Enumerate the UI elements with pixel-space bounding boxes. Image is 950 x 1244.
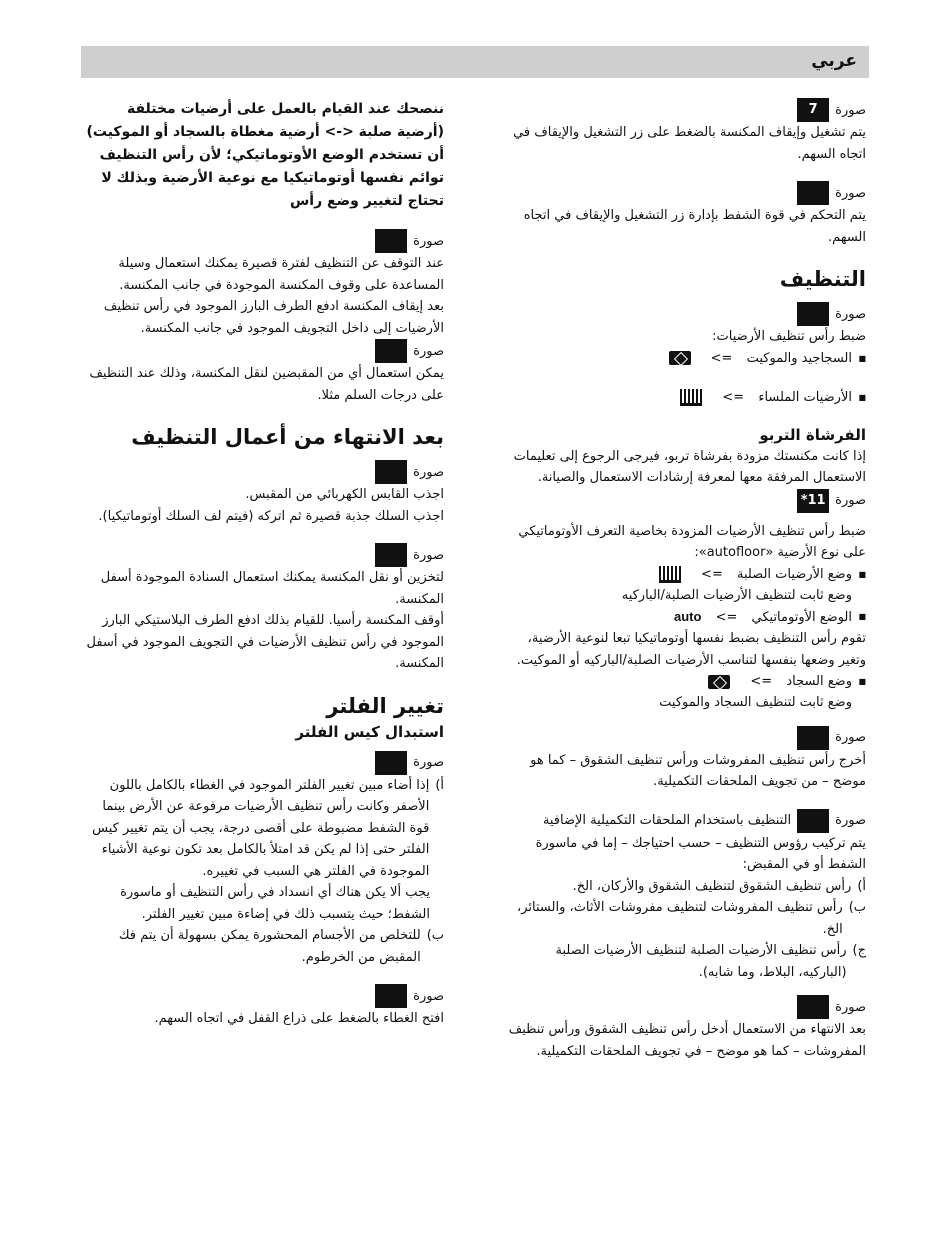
figure-label: صورة xyxy=(413,755,444,770)
figure-number-box xyxy=(375,460,407,484)
figure-8-text: يتم التحكم في قوة الشفط بإدارة زر التشغيل والإيقاف في اتجاه السهم. xyxy=(523,208,866,245)
after-cleaning-heading: بعد الانتهاء من أعمال التنظيف xyxy=(131,425,444,449)
figure-label: صورة xyxy=(413,343,444,359)
list-item: ب) رأس تنظيف المفروشات لتنظيف مفروشات الأثاث، والستائر، الخ. xyxy=(517,900,866,937)
hard-floor-icon xyxy=(659,566,681,583)
filter-note: يجب ألا يكن هناك أي انسداد في رأس التنظيف أو ماسورة الشفط؛ حيث يتسبب ذلك في إضاءة مبين تغيير الفلتر. xyxy=(120,885,430,922)
figure-18-text-1: لتخزين أو نقل المكنسة يمكنك استعمال السنادة الموجودة أسفل المكنسة. xyxy=(100,570,444,607)
figure-number-box: 11* xyxy=(797,489,829,513)
figure-12-text: أخرج رأس تنظيف المفروشات ورأس تنظيف الشقوق – كما هو موضح – من تجويف الملحقات التكميلية. xyxy=(530,752,866,789)
list-item: ■ وضع السجاد => xyxy=(508,671,852,692)
right-column xyxy=(508,98,866,1062)
figure-13-caption xyxy=(508,809,866,833)
mode-description: وضع ثابت لتنظيف الأرضيات الصلبة/الباركيه xyxy=(621,587,852,603)
figure-label: صورة xyxy=(413,988,444,1004)
figure-number-box xyxy=(797,726,829,750)
list-item: ج) رأس تنظيف الأرضيات الصلبة لتنظيف الأرضيات الصلبة (الباركيه، البلاط، وما شابه). xyxy=(555,943,866,980)
list-item: ■ وضع الأرضيات الصلبة => xyxy=(508,564,852,585)
figure-label: صورة xyxy=(835,730,866,745)
figure-label: صورة xyxy=(835,306,866,322)
figure-17-text-1: اجذب القابس الكهربائي من المقبس. xyxy=(245,487,444,502)
figure-9-caption xyxy=(508,302,866,326)
floor-head-intro: ضبط رأس تنظيف الأرضيات: xyxy=(712,329,866,344)
accessories-title: التنظيف باستخدام الملحقات التكميلية الإضافية xyxy=(542,813,792,828)
figure-19-caption xyxy=(80,751,444,775)
carpet-icon xyxy=(669,351,691,365)
figure-7-caption xyxy=(508,98,866,122)
figure-number-box xyxy=(797,995,829,1019)
figure-15-text-1: عند التوقف عن التنظيف لفترة قصيرة يمكنك استعمال وسيلة المساعدة على وقوف المكنسة الموجودة في جانب المكنسة. xyxy=(118,256,444,293)
language-label: عربي xyxy=(811,51,857,71)
mode-description: وضع ثابت لتنظيف السجاد والموكيت xyxy=(659,695,852,710)
figure-18-caption xyxy=(80,543,444,567)
autofloor-modes-list xyxy=(508,564,866,585)
auto-mode-label: auto xyxy=(673,609,702,624)
figure-15-caption xyxy=(80,229,444,253)
figure-label: صورة xyxy=(835,813,866,828)
figure-16-text: يمكن استعمال أي من المقبضين لنقل المكنسة، وذلك عند التنظيف على درجات السلم مثلا. xyxy=(89,366,444,403)
carpet-icon xyxy=(708,675,730,689)
list-item: ■ الأرضيات الملساء => xyxy=(508,387,852,408)
figure-17-caption xyxy=(80,460,444,484)
accessories-text: يتم تركيب رؤوس التنظيف – حسب احتياجك – إما في ماسورة الشفط أو في المقبض: xyxy=(535,835,866,872)
autofloor-intro: ضبط رأس تنظيف الأرضيات المزودة بخاصية التعرف الأوتوماتيكي على نوع الأرضية «autofloor»: xyxy=(518,523,866,560)
figure-label: صورة xyxy=(835,102,866,118)
figure-label: صورة xyxy=(413,547,444,563)
figure-11-caption xyxy=(508,489,866,513)
figure-7-text: يتم تشغيل وإيقاف المكنسة بالضغط على زر التشغيل والإيقاف في اتجاه السهم. xyxy=(513,125,866,162)
list-item: ■ الوضع الأوتوماتيكي => auto xyxy=(508,606,852,628)
figure-number-box xyxy=(375,339,407,363)
figure-number-box xyxy=(797,181,829,205)
figure-number-box xyxy=(797,302,829,326)
turbo-brush-heading: الفرشاة التربو xyxy=(759,425,866,444)
list-item: أ) إذا أضاء مبين تغيير الفلتر الموجود في الغطاء بالكامل باللون الأصفر وكانت رأس تنظيف الأرضيات مرفوعة عن الأرض بينما قوة الشفط مضبوطة على أقصى درجة، يجب أن يتم تغيير كيس الفلتر حتى إذا لم يكن قد امتلأ بالكامل بعد تكون نوعية الأشياء الموجودة في الفلتر هي السبب في تغييره. xyxy=(92,777,444,879)
figure-label: صورة xyxy=(835,185,866,201)
figure-number-box: 7 xyxy=(797,98,829,122)
figure-14-text: بعد الانتهاء من الاستعمال أدخل رأس تنظيف الشقوق ورأس تنظيف المفروشات – كما هو موضح – في تجويف الملحقات التكميلية. xyxy=(508,1022,866,1059)
figure-number-box xyxy=(375,543,407,567)
list-item: ب) للتخلص من الأجسام المحشورة يمكن بسهولة أن يتم فك المقبض من الخرطوم. xyxy=(118,928,444,965)
figure-16-caption xyxy=(80,339,444,363)
figure-18-text-2: أوقف المكنسة رأسيا. للقيام بذلك ادفع الطرف البلاستيكي البارز الموجود في رأس تنظيف الأرضيات في التجويف الموجود في أسفل المكنسة. xyxy=(86,613,444,671)
list-item: أ) رأس تنظيف الشقوق لتنظيف الشقوق والأركان، الخ. xyxy=(572,878,866,894)
list-item: ■ السجاجيد والموكيت => xyxy=(508,348,852,369)
figure-number-box xyxy=(375,984,407,1008)
cleaning-heading: التنظيف xyxy=(779,267,866,291)
figure-label: صورة xyxy=(413,233,444,249)
figure-label: صورة xyxy=(835,493,866,508)
figure-number-box xyxy=(797,809,829,833)
figure-14-caption xyxy=(508,995,866,1019)
figure-17-text-2: اجذب السلك جذبة قصيرة ثم اتركه (فيتم لف السلك أوتوماتيكيا). xyxy=(98,508,444,524)
language-header-bar xyxy=(81,46,869,78)
filter-change-heading: تغيير الفلتر xyxy=(326,693,444,718)
figure-12-caption xyxy=(508,726,866,750)
figure-8-caption xyxy=(508,181,866,205)
mode-description: تقوم رأس التنظيف بضبط نفسها أوتوماتيكيا تبعا لنوعية الأرضية، وتغير وضعها بنفسها لتناسب الأرضيات الصلبة/الباركيه أو الموكيت. xyxy=(516,631,866,668)
auto-mode-advice: ننصحك عند القيام بالعمل على أرضيات مختلفة (أرضية صلبة <-> أرضية مغطاة بالسجاد أو الموكيت) أن تستخدم الوضع الأوتوماتيكي؛ لأن رأس التنظيف توائم نفسها أوتوماتيكيا مع نوعية الأرضية وبذلك لا تحتاج لتغيير وضع رأس xyxy=(86,101,444,209)
turbo-brush-text: إذا كانت مكنستك مزودة بفرشاة تربو، فيرجى الرجوع إلى تعليمات الاستعمال المرفقة معها لمعرفة إرشادات الاستعمال والصيانة. xyxy=(513,448,866,485)
figure-20-caption xyxy=(80,984,444,1008)
figure-20-text: افتح الغطاء بالضغط على ذراع القفل في اتجاه السهم. xyxy=(154,1011,444,1026)
figure-15-text-2: بعد إيقاف المكنسة ادفع الطرف البارز الموجود في رأس تنظيف الأرضيات إلى داخل التجويف الموجود في جانب المكنسة. xyxy=(103,299,444,336)
filter-bag-subheading: استبدال كيس الفلتر xyxy=(295,722,444,741)
left-column xyxy=(80,98,444,1030)
figure-number-box xyxy=(375,229,407,253)
figure-number-box xyxy=(375,751,407,775)
floor-setting-list xyxy=(508,348,866,408)
figure-label: صورة xyxy=(413,464,444,480)
figure-label: صورة xyxy=(835,999,866,1015)
hard-floor-icon xyxy=(680,389,702,406)
